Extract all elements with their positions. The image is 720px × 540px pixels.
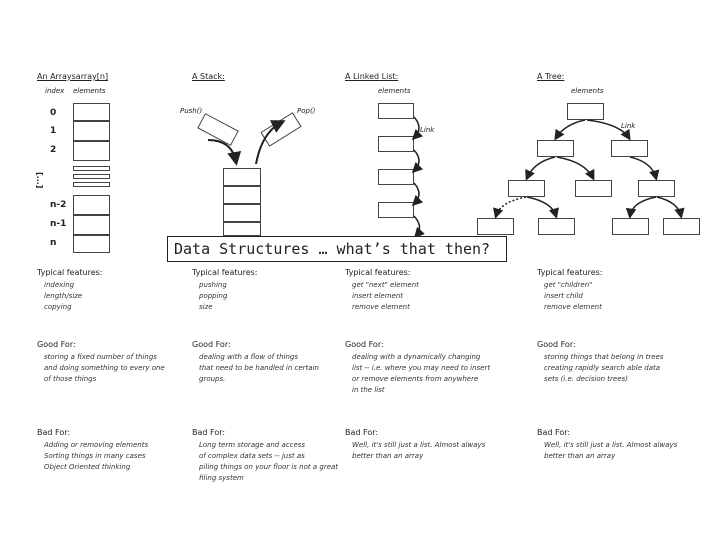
tree-link-rl-leaf3 (630, 197, 656, 216)
array-index-1: 1 (50, 126, 57, 136)
stack-typical-3: size (199, 303, 213, 311)
array-bad-1: Adding or removing elements (44, 441, 149, 449)
stack-bad-1: Long term storage and access (199, 441, 306, 449)
tree-link-rl-leaf4 (657, 197, 681, 216)
stack-typical-2: popping (199, 292, 228, 300)
tree-elements-header: elements (571, 87, 604, 95)
array-index-header: index (45, 87, 65, 95)
tree-link-left-ll (527, 157, 555, 178)
tree-typical-2: insert child (544, 292, 583, 300)
tree-bad-2: better than an array (544, 452, 616, 460)
linked-list-typical-2: insert element (352, 292, 404, 300)
tree-typical-title: Typical features: (537, 268, 603, 277)
linked-list-typical-3: remove element (352, 303, 410, 311)
array-good-title: Good For: (37, 340, 76, 349)
array-index-n: n (50, 238, 57, 248)
linked-list-title: A Linked List: (345, 72, 399, 81)
linked-list-typical-title: Typical features: (345, 268, 411, 277)
linked-list-good-title: Good For: (345, 340, 384, 349)
tree-typical-3: remove element (544, 303, 602, 311)
linked-list-link-label: Link (420, 126, 435, 134)
push-arrow (208, 140, 236, 162)
array-index-ellipsis: [...] (35, 172, 44, 189)
tree-good-1: storing things that belong in trees (544, 353, 664, 361)
tree-link-left-lr (557, 157, 593, 178)
linked-list-bad-1: Well, it's still just a list. Almost always (352, 441, 486, 449)
stack-typical-title: Typical features: (192, 268, 258, 277)
array-typical-2: length/size (44, 292, 83, 300)
list-link-2 (414, 150, 419, 171)
stack-good-2: that need to be handled in certain (199, 364, 319, 372)
array-elements-header: elements (73, 87, 106, 95)
linked-list-elements-header: elements (378, 87, 411, 95)
stack-pop-label: Pop() (297, 107, 316, 115)
tree-bad-1: Well, it's still just a list. Almost always (544, 441, 678, 449)
stack-push-label: Push() (180, 107, 203, 115)
array-typical-1: indexing (44, 281, 75, 289)
stack-bad-3: piling things on your floor is not a great (199, 463, 339, 471)
linked-list-good-1: dealing with a dynamically changing (352, 353, 481, 361)
stack-title: A Stack: (192, 72, 225, 81)
array-good-2: and doing something to every one (44, 364, 165, 372)
stack-bad-4: filing system (199, 474, 244, 482)
linked-list-good-4: in the list (352, 386, 385, 394)
array-typical-title: Typical features: (37, 268, 103, 277)
tree-link-label: Link (621, 122, 636, 130)
tree-link-ll-leaf2 (527, 197, 556, 216)
array-index-n-1: n-1 (50, 219, 67, 229)
array-index-0: 0 (50, 108, 57, 118)
array-title: An Arraysarray[n] (37, 72, 109, 81)
array-index-2: 2 (50, 145, 57, 155)
array-bad-title: Bad For: (37, 428, 71, 437)
array-typical-3: copying (44, 303, 72, 311)
linked-list-bad-2: better than an array (352, 452, 424, 460)
stack-bad-2: of complex data sets -- just as (199, 452, 305, 460)
tree-link-root-left (556, 120, 585, 138)
stack-typical-1: pushing (199, 281, 227, 289)
stack-good-1: dealing with a flow of things (199, 353, 299, 361)
tree-bad-title: Bad For: (537, 428, 571, 437)
array-index-n-2: n-2 (50, 200, 67, 210)
tree-link-ll-leaf1 (496, 197, 526, 216)
tree-good-3: sets (i.e. decision trees) (544, 375, 628, 383)
tree-typical-1: get "children" (544, 281, 593, 289)
tree-good-2: creating rapidly search able data (544, 364, 661, 372)
list-link-3 (414, 183, 419, 204)
tree-good-title: Good For: (537, 340, 576, 349)
stack-good-title: Good For: (192, 340, 231, 349)
linked-list-typical-1: get "next" element (352, 281, 419, 289)
list-link-1 (414, 117, 419, 138)
slide-title-banner: Data Structures … what’s that then? (167, 236, 507, 262)
tree-title: A Tree: (537, 72, 565, 81)
stack-good-3: groups. (199, 375, 226, 383)
tree-link-right-rl (630, 157, 656, 178)
stack-bad-title: Bad For: (192, 428, 226, 437)
array-good-3: of those things (44, 375, 97, 383)
linked-list-good-3: or remove elements from anywhere (352, 375, 479, 383)
array-good-1: storing a fixed number of things (44, 353, 157, 361)
tree-link-root-right (587, 120, 629, 138)
array-bad-2: Sorting things in many cases (44, 452, 146, 460)
list-link-4 (414, 216, 420, 236)
array-bad-3: Object Oriented thinking (44, 463, 131, 471)
pop-arrow (256, 122, 282, 164)
linked-list-bad-title: Bad For: (345, 428, 379, 437)
linked-list-good-2: list -- i.e. where you may need to insert (352, 364, 491, 372)
